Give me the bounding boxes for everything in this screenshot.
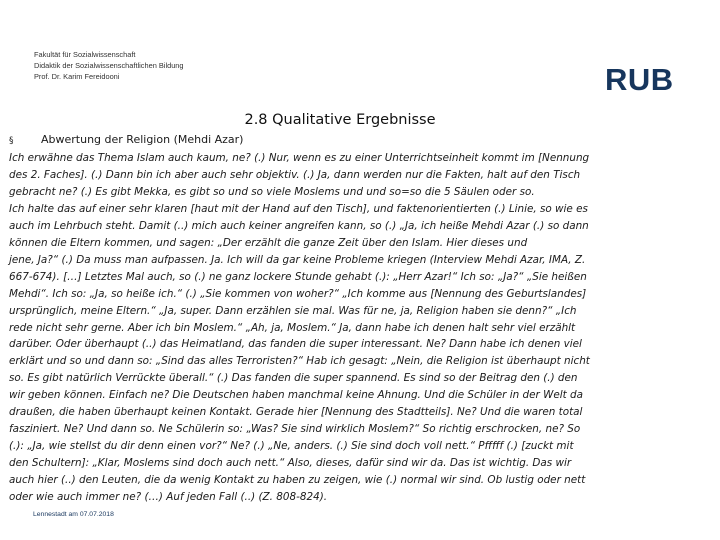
rub-logo: RUB (605, 62, 674, 97)
quote-line: so. Es gibt natürlich Verrückte überall.“ (.) Das fanden die super spannend. Es sind so der Beitrag den (.) den (9, 372, 578, 385)
department-line: Didaktik der Sozialwissenschaftlichen Bildung (34, 61, 184, 70)
quote-line: Mehdi“. Ich so: „Ja, so heiße ich.“ (.) „Sie kommen von woher?“ „Ich komme aus [Nennung des Geburtslandes] (9, 287, 587, 300)
bullet-icon: § (9, 136, 14, 146)
quote-line: auch hier (..) den Leuten, die da wenig Kontakt zu haben zu zeigen, wie (.) normal wir sind. Ob lustig oder nett (9, 474, 586, 487)
quote-line: können die Eltern kommen, und sagen: „Der erzählt die ganze Zeit über den Islam. Hier dieses und (9, 236, 528, 249)
quote-line: fasziniert. Ne? Und dann so. Ne Schülerin so: „Was? Sie sind wirklich Moslem?“ So richtig erschrocken, ne? So (9, 423, 581, 436)
quote-line: (.): „Ja, wie stellst du dir denn einen vor?“ Ne? (.) „Ne, anders. (.) Sie sind doch voll nett.“ Pfffff (.) [zuckt mit (9, 440, 574, 453)
quote-line: den Schultern]: „Klar, Moslems sind doch auch nett.“ Also, dieses, dafür sind wir da. Das ist wichtig. Das wir (9, 457, 572, 470)
slide-title: 2.8 Qualitative Ergebnisse (244, 112, 436, 128)
professor-line: Prof. Dr. Karim Fereidooni (34, 72, 120, 81)
quote-line: jene, Ja?“ (.) Da muss man aufpassen. Ja. Ich will da gar keine Probleme kriegen (Interview Mehdi Azar, IMA, Z. (9, 253, 586, 266)
institution-block (34, 49, 184, 82)
quote-line: oder wie auch immer ne? (…) Auf jeden Fall (..) (Z. 808-824). (9, 491, 328, 504)
footer-location-date: Lennestadt am 07.07.2018 (33, 511, 114, 518)
quote-line: gebracht ne? (.) Es gibt Mekka, es gibt so und so viele Moslems und und so=so die 5 Säulen oder so. (9, 185, 535, 198)
quote-line: Ich halte das auf einer sehr klaren [haut mit der Hand auf den Tisch], und faktenorientierten (.) Linie, so wie es (9, 202, 588, 215)
quote-line: des 2. Faches]. (.) Dann bin ich aber auch sehr objektiv. (.) Ja, dann werden nur die Fakten, halt auf den Tisch (9, 168, 581, 181)
quote-line: ursprünglich, meine Eltern.“ „Ja, super. Dann erzählen sie mal. Was für ne, ja, Religion haben sie denn?“ „Ich (9, 304, 577, 317)
quote-line: auch im Lehrbuch steht. Damit (..) mich auch keiner angreifen kann, so (.) „Ja, ich heiße Mehdi Azar (.) so dann (9, 219, 589, 232)
bullet-heading: Abwertung der Religion (Mehdi Azar) (41, 133, 244, 146)
quote-line: Ich erwähne das Thema Islam auch kaum, ne? (.) Nur, wenn es zu einer Unterrichtseinheit kommt im [Nennung (9, 152, 590, 164)
faculty-line: Fakultät für Sozialwissenschaft (34, 50, 136, 59)
quote-body (9, 150, 709, 506)
quote-line: draußen, die haben überhaupt keinen Kontakt. Gerade hier [Nennung des Stadtteils]. Ne? Und die waren total (9, 406, 583, 419)
quote-line: erklärt und so und dann so: „Sind das alles Terroristen?“ Hab ich gesagt: „Nein, die Religion ist überhaupt nicht (9, 355, 590, 368)
quote-line: darüber. Oder überhaupt (..) das Heimatland, das fanden die super interessant. Ne? Dann habe ich denen viel (9, 338, 582, 351)
quote-line: 667-674). […] Letztes Mal auch, so (.) ne ganz lockere Stunde gehabt (.): „Herr Azar!“ Ich so: „Ja?“ „Sie heißen (9, 270, 587, 283)
quote-line: rede nicht sehr gerne. Aber ich bin Moslem.“ „Ah, ja, Moslem.“ Ja, dann habe ich denen halt sehr viel erzählt (9, 321, 576, 334)
bullet-heading-row (9, 133, 243, 146)
quote-line: wir geben können. Einfach ne? Die Deutschen haben manchmal keine Ahnung. Und die Schüler in der Welt da (9, 389, 583, 402)
